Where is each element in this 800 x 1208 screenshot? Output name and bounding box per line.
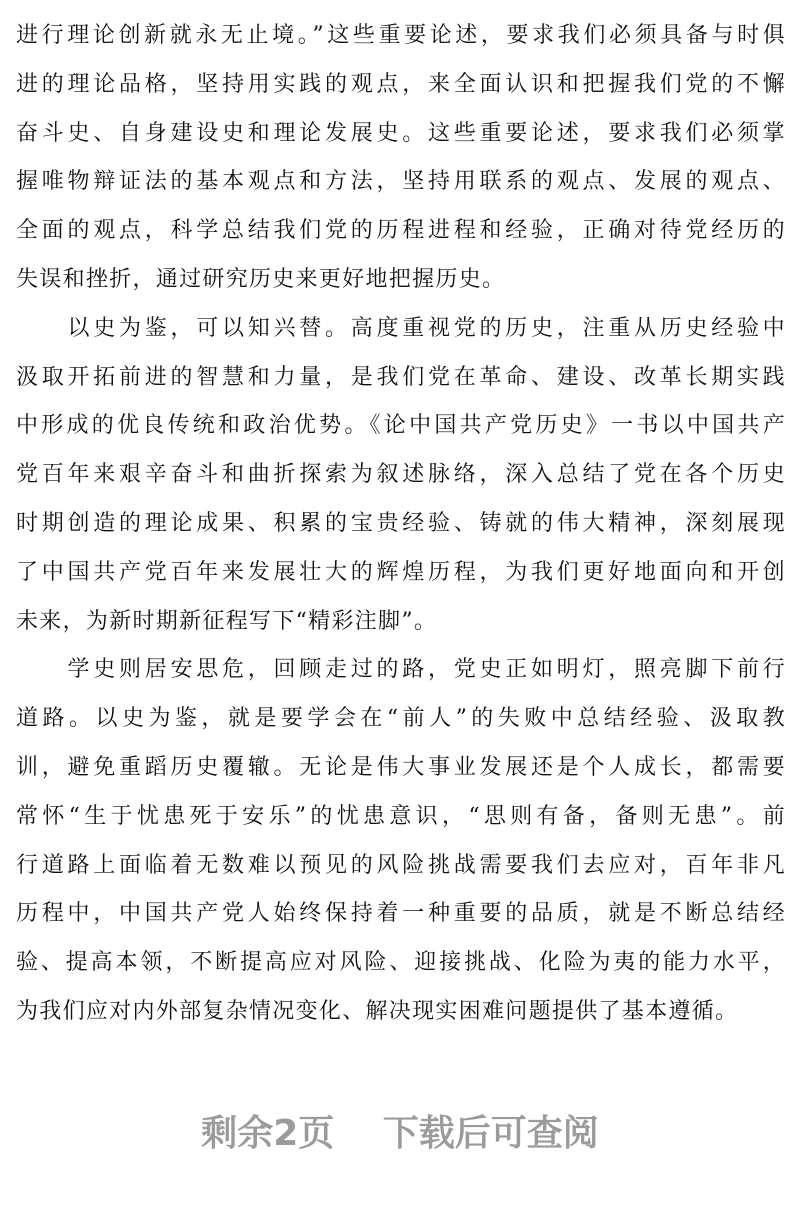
text-line: 行道路上面临着无数难以预见的风险挑战需要我们去应对，百年非凡 bbox=[16, 852, 786, 878]
text-line: 握唯物辩证法的基本观点和方法，坚持用联系的观点、发展的观点、 bbox=[16, 169, 786, 195]
text-line: 中形成的优良传统和政治优势。《论中国共产党历史》一书以中国共产 bbox=[16, 413, 786, 439]
text-line: 验、提高本领，不断提高应对风险、迎接挑战、化险为夷的能力水平， bbox=[16, 950, 786, 976]
text-line: 道路。以史为鉴，就是要学会在“前人”的失败中总结经验、汲取教 bbox=[16, 706, 786, 732]
text-line: 奋斗史、自身建设史和理论发展史。这些重要论述，要求我们必须掌 bbox=[16, 120, 786, 146]
text-line: 未来，为新时期新征程写下“精彩注脚”。 bbox=[16, 608, 438, 634]
text-line: 常怀“生于忧患死于安乐”的忧患意识，“思则有备，备则无患”。前 bbox=[16, 803, 786, 829]
text-line: 汲取开拓前进的智慧和力量，是我们党在革命、建设、改革长期实践 bbox=[16, 364, 786, 390]
text-line: 失误和挫折，通过研究历史来更好地把握历史。 bbox=[16, 266, 506, 292]
text-line: 全面的观点，科学总结我们党的历程进程和经验，正确对待党经历的 bbox=[16, 218, 786, 244]
text-line: 进行理论创新就永无止境。”这些重要论述，要求我们必须具备与时俱 bbox=[16, 23, 786, 48]
text-line: 以史为鉴，可以知兴替。高度重视党的历史，注重从历史经验中 bbox=[16, 315, 786, 341]
text-line: 学史则居安思危，回顾走过的路，党史正如明灯，照亮脚下前行 bbox=[16, 657, 786, 683]
remaining-pages-text: 剩余2页 bbox=[201, 1113, 335, 1154]
text-line: 训，避免重蹈历史覆辙。无论是伟大事业发展还是个人成长，都需要 bbox=[16, 754, 786, 780]
paragraph bbox=[16, 12, 786, 305]
document-body bbox=[16, 12, 786, 1037]
paragraph bbox=[16, 646, 786, 1036]
text-line: 党百年来艰辛奋斗和曲折探索为叙述脉络，深入总结了党在各个历史 bbox=[16, 462, 786, 488]
text-line: 为我们应对内外部复杂情况变化、解决现实困难问题提供了基本遵循。 bbox=[16, 998, 739, 1024]
text-line: 进的理论品格，坚持用实践的观点，来全面认识和把握我们党的不懈 bbox=[16, 71, 786, 97]
text-line: 了中国共产党百年来发展壮大的辉煌历程，为我们更好地面向和开创 bbox=[16, 559, 786, 585]
remaining-pages-banner[interactable] bbox=[0, 1105, 800, 1156]
text-line: 历程中，中国共产党人始终保持着一种重要的品质，就是不断总结经 bbox=[16, 901, 786, 927]
text-line: 时期创造的理论成果、积累的宝贵经验、铸就的伟大精神，深刻展现 bbox=[16, 510, 786, 536]
paragraph bbox=[16, 305, 786, 647]
download-hint-text[interactable]: 下载后可查阅 bbox=[382, 1113, 599, 1154]
